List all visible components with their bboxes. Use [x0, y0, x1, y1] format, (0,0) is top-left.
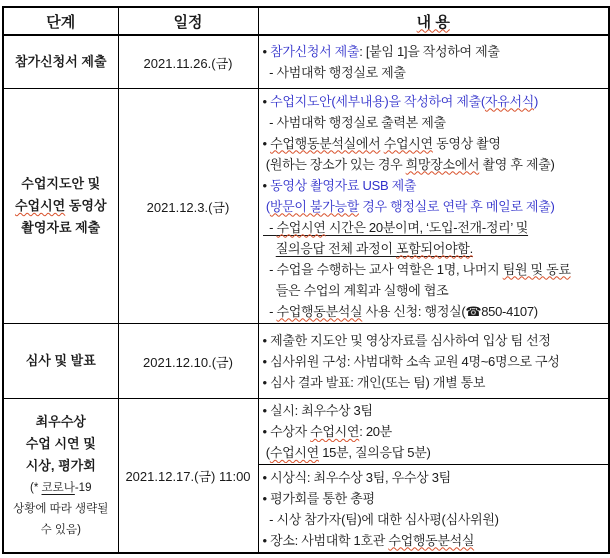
- text-segment: -: [262, 303, 277, 319]
- col-header-content: [258, 7, 609, 35]
- text-line: [6, 217, 116, 239]
- content-cell-apply: [258, 35, 609, 89]
- text-line: [263, 91, 605, 112]
- text-segment: 수업지도안 및: [21, 176, 101, 191]
- text-segment: [263, 241, 276, 256]
- stage-cell-apply: [3, 35, 118, 89]
- text-segment: 코로나: [41, 482, 75, 494]
- text-segment: [276, 220, 325, 235]
- table-row-apply: [3, 35, 609, 89]
- text-segment: • 시상식: 최우수상 3팀, 우수상 3팀: [262, 469, 451, 485]
- text-line: [263, 301, 605, 322]
- text-segment: - 수업을 수행하는 교사 역할은 1명, 나머지: [262, 261, 503, 277]
- text-segment: 수업시연: [310, 424, 360, 439]
- text-line: [263, 530, 605, 551]
- text-line: [6, 433, 116, 455]
- text-segment: (원하는 장소가 있는 경우: [262, 156, 406, 172]
- text-line: [6, 173, 116, 195]
- text-line: [263, 467, 605, 488]
- text-line: [263, 62, 605, 83]
- text-line: [263, 421, 605, 442]
- text-segment: • 실시: 최우수상 3팀: [262, 403, 373, 418]
- col-header-content-label: 내 용: [416, 13, 450, 31]
- text-segment: -19: [74, 482, 92, 494]
- text-segment: 참가신청서 제출: [270, 44, 360, 59]
- col-header-schedule-label: 일정: [173, 13, 203, 31]
- text-segment: 수 있음): [40, 524, 81, 536]
- text-segment: • 심사위원 구성: 사범대학 소속 교원 4명~6명으로 구성: [262, 353, 560, 369]
- text-line: [263, 488, 605, 509]
- text-segment: 희망장소에서: [405, 156, 480, 172]
- text-segment: : 20분: [359, 424, 392, 439]
- text-line: [263, 442, 605, 463]
- content-cell-final-a: [258, 399, 609, 465]
- text-segment: • 평가회를 통한 총평: [262, 490, 375, 506]
- text-line: [263, 41, 605, 62]
- table-row-final-a: [3, 399, 609, 465]
- text-segment: 수업행동분석실에서: [270, 135, 381, 151]
- header-row: [3, 7, 609, 35]
- table-row-review: [3, 324, 609, 399]
- text-segment: - 사범대학 행정실로 출력본 제출: [262, 114, 446, 130]
- table-row-materials: [3, 89, 609, 324]
- stage-cell-materials: [3, 89, 118, 324]
- text-segment: 수업시연: [276, 219, 326, 235]
- content-cell-final-b: [258, 465, 609, 554]
- text-segment: 수업시연: [14, 198, 66, 213]
- text-segment: • 장소: 사범대학 1호관: [262, 532, 389, 548]
- text-line: [263, 133, 605, 154]
- text-line: [263, 217, 605, 238]
- text-segment: 상황에 따라 생략될: [13, 503, 109, 515]
- schedule-cell-materials: 2021.12.3.(금): [118, 89, 258, 324]
- text-line: [6, 411, 116, 433]
- text-line: [263, 112, 605, 133]
- text-line: [263, 175, 605, 196]
- text-segment: (*: [30, 482, 42, 494]
- stage-cell-final: [3, 399, 118, 554]
- content-cell-review: [258, 324, 609, 399]
- text-line: [263, 154, 605, 175]
- text-segment: •: [262, 135, 271, 151]
- text-line: [263, 238, 605, 259]
- text-segment: (: [265, 198, 270, 214]
- text-segment: 방문이 불가능할: [269, 198, 359, 214]
- text-line: [263, 372, 605, 393]
- text-segment: 시간은 20분이며, ‘도입-전개-정리’ 및: [325, 219, 529, 235]
- text-segment: : [붙임 1]을 작성하여 제출: [359, 44, 500, 59]
- text-line: [263, 400, 605, 421]
- stage-cell-review: [3, 324, 118, 399]
- schedule-cell-apply: 2021.11.26.(금): [118, 35, 258, 89]
- text-segment: 수업 시연 및: [25, 436, 96, 451]
- text-line: [6, 477, 116, 498]
- text-segment: 참가신청서 제출: [14, 54, 107, 69]
- text-line: [263, 330, 605, 351]
- text-line: [263, 280, 605, 301]
- text-segment: 최우수상: [35, 414, 86, 429]
- schedule-cell-review: 2021.12.10.(금): [118, 324, 258, 399]
- text-segment: •: [262, 44, 271, 59]
- text-segment: •: [262, 93, 271, 109]
- text-segment: 들은 수업의 계획과 실행에 협조: [262, 282, 449, 298]
- text-line: [6, 195, 116, 217]
- text-segment: 시상, 평가회: [25, 458, 96, 473]
- text-segment: (: [262, 445, 270, 460]
- text-segment: 수업시연: [269, 445, 319, 460]
- text-segment: 15분, 질의응답 5분): [318, 445, 431, 460]
- text-segment: 심사 및 발표: [25, 353, 96, 368]
- text-segment: 촬영 후 제출): [479, 156, 555, 172]
- text-segment: 수업행동분석실: [276, 303, 363, 319]
- text-segment: 동영상 촬영: [432, 135, 501, 151]
- text-segment: 수업행동분석실: [388, 532, 475, 548]
- text-segment: 동영상: [65, 198, 107, 213]
- col-header-stage: [3, 7, 118, 35]
- text-segment: 촬영자료 제출: [21, 220, 101, 235]
- text-segment: -: [262, 219, 277, 235]
- text-segment: 수업시연: [383, 135, 433, 151]
- schedule-cell-final: 2021.12.17.(금) 11:00: [118, 399, 258, 554]
- text-line: [263, 509, 605, 530]
- text-segment: 수업지도안(세부내용)을 작성하여 제출(: [270, 93, 485, 109]
- text-segment: •: [262, 177, 271, 193]
- text-line: [6, 51, 116, 73]
- text-segment: - 사범대학 행정실로 제출: [262, 65, 406, 80]
- text-segment: 포함되어야함.: [396, 240, 473, 256]
- text-segment: [396, 241, 473, 256]
- text-line: [6, 350, 116, 372]
- col-header-schedule: [118, 7, 258, 35]
- table-body: [3, 35, 609, 553]
- text-segment: • 심사 결과 발표: 개인(또는 팀) 개별 통보: [262, 374, 486, 390]
- text-segment: ): [533, 93, 538, 109]
- text-segment: • 수상자: [262, 424, 311, 439]
- text-segment: 동영상 촬영자료 USB 제출: [270, 177, 417, 193]
- text-line: [6, 519, 116, 540]
- col-header-stage-label: 단계: [46, 13, 76, 31]
- text-segment: 사용 신청: 행정실(☎850-4107): [362, 303, 538, 319]
- text-segment: 질의응답 전체 과정이: [275, 240, 397, 256]
- text-line: [6, 498, 116, 519]
- schedule-table: [2, 6, 610, 554]
- content-cell-materials: [258, 89, 609, 324]
- text-line: [263, 259, 605, 280]
- text-line: [6, 455, 116, 477]
- text-line: [263, 196, 605, 217]
- text-line: [263, 351, 605, 372]
- text-segment: - 시상 참가자(팀)에 대한 심사평(심사위원): [262, 511, 499, 527]
- text-segment: • 제출한 지도안 및 영상자료를 심사하여 입상 팀 선정: [262, 332, 551, 348]
- text-segment: 팀원 및 동료: [502, 261, 571, 277]
- text-segment: 경우 행정실로 연락 후 메일로 제출): [358, 198, 555, 214]
- text-segment: 자유서식: [484, 93, 534, 109]
